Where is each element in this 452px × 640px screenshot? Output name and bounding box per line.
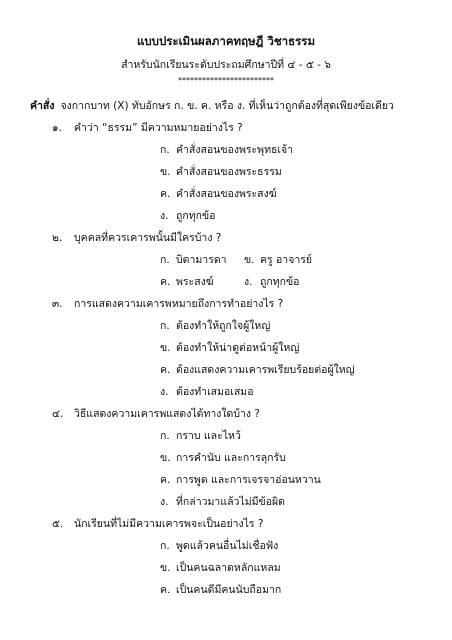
option-label: ข. bbox=[160, 562, 171, 574]
question-3-option-c bbox=[160, 361, 355, 378]
option-text: การพูด และการเจรจาอ่อนหวาน bbox=[176, 474, 321, 486]
question-2-option-d bbox=[244, 273, 299, 290]
question-1 bbox=[52, 119, 243, 136]
question-3-option-b bbox=[160, 339, 299, 356]
option-text: บิดามารดา bbox=[176, 254, 227, 266]
instruction-lead: คำสั่ง bbox=[30, 100, 55, 112]
option-label: ค. bbox=[160, 584, 171, 596]
option-label: ก. bbox=[160, 320, 170, 332]
question-1-option-c bbox=[160, 185, 277, 202]
option-text: เป็นคนฉลาดหลักแหลม bbox=[176, 562, 281, 574]
document-title: แบบประเมินผลภาคทฤษฎี วิชาธรรม bbox=[136, 34, 316, 48]
option-text: คำสั่งสอนของพระพุทธเจ้า bbox=[176, 144, 294, 156]
question-2 bbox=[52, 229, 221, 246]
option-text: ถูกทุกข้อ bbox=[176, 210, 216, 222]
option-label: ก. bbox=[160, 144, 170, 156]
option-label: ก. bbox=[160, 540, 170, 552]
option-text: ครู อาจารย์ bbox=[260, 254, 313, 266]
option-label: ง. bbox=[160, 386, 169, 398]
option-label: ค. bbox=[160, 364, 171, 376]
question-4 bbox=[52, 405, 260, 422]
question-number: ๔. bbox=[52, 408, 64, 420]
option-label: ค. bbox=[160, 188, 171, 200]
option-label: ค. bbox=[160, 474, 171, 486]
question-number: ๓. bbox=[52, 298, 63, 310]
question-4-option-b bbox=[160, 449, 286, 466]
option-label: ง. bbox=[160, 496, 169, 508]
option-text: ต้องทำให้น่าดูต่อหน้าผู้ใหญ่ bbox=[176, 342, 300, 354]
option-text: พระสงฆ์ bbox=[176, 276, 214, 288]
option-text: พูดแล้วคนอื่นไม่เชื่อฟัง bbox=[176, 540, 279, 552]
option-label: ข. bbox=[244, 254, 255, 266]
option-text: ที่กล่าวมาแล้วไม่มีข้อผิด bbox=[176, 496, 285, 508]
question-4-option-a bbox=[160, 427, 241, 444]
star-divider: ************************ bbox=[178, 76, 274, 85]
instruction-text: จงกากบาท (X) ทับอักษร ก. ข. ค. หรือ ง. ที่เห็นว่าถูกต้องที่สุดเพียงข้อเดียว bbox=[60, 100, 394, 112]
question-5-option-a bbox=[160, 537, 278, 554]
option-text: กราบ และไหว้ bbox=[176, 430, 241, 442]
question-3-option-d bbox=[160, 383, 254, 400]
option-label: ก. bbox=[160, 430, 170, 442]
option-text: ต้องทำเสมอเสมอ bbox=[176, 386, 254, 398]
question-number: ๑. bbox=[52, 122, 63, 134]
question-4-option-d bbox=[160, 493, 285, 510]
option-label: ง. bbox=[160, 210, 169, 222]
option-label: ข. bbox=[160, 166, 171, 178]
question-1-option-d bbox=[160, 207, 215, 224]
question-3 bbox=[52, 295, 283, 312]
question-text: คำว่า “ธรรม” มีความหมายอย่างไร ? bbox=[74, 122, 243, 134]
option-label: ก. bbox=[160, 254, 170, 266]
question-text: นักเรียนที่ไม่มีความเคารพจะเป็นอย่างไร ? bbox=[74, 518, 264, 530]
option-text: คำสั่งสอนของพระสงฆ์ bbox=[176, 188, 277, 200]
option-label: ข. bbox=[160, 342, 171, 354]
option-text: ถูกทุกข้อ bbox=[260, 276, 300, 288]
instruction-line bbox=[30, 97, 450, 114]
question-1-option-a bbox=[160, 141, 293, 158]
option-label: ข. bbox=[160, 452, 171, 464]
question-text: การแสดงความเคารพหมายถึงการทำอย่างไร ? bbox=[74, 298, 284, 310]
question-5-option-b bbox=[160, 559, 281, 576]
question-number: ๒. bbox=[52, 232, 63, 244]
question-2-option-c bbox=[160, 273, 214, 290]
question-1-option-b bbox=[160, 163, 282, 180]
option-text: คำสั่งสอนของพระธรรม bbox=[176, 166, 282, 178]
question-2-option-a bbox=[160, 251, 227, 268]
option-label: ค. bbox=[160, 276, 171, 288]
option-text: ต้องทำให้ถูกใจผู้ใหญ่ bbox=[176, 320, 271, 332]
question-text: วิธีแสดงความเคารพแสดงได้ทางใดบ้าง ? bbox=[74, 408, 260, 420]
option-label: ง. bbox=[244, 276, 253, 288]
question-5-option-c bbox=[160, 581, 281, 598]
question-5 bbox=[52, 515, 263, 532]
question-number: ๕. bbox=[52, 518, 64, 530]
document-subtitle: สำหรับนักเรียนระดับประถมศึกษาปีที่ ๔ - ๕ - ๖ bbox=[121, 59, 331, 71]
question-text: บุคคลที่ควรเคารพนั้นมีใครบ้าง ? bbox=[74, 232, 222, 244]
question-3-option-a bbox=[160, 317, 270, 334]
option-text: เป็นคนดีมีคนนับถือมาก bbox=[176, 584, 282, 596]
question-4-option-c bbox=[160, 471, 321, 488]
question-2-option-b bbox=[244, 251, 312, 268]
option-text: การคำนับ และการลุกรับ bbox=[176, 452, 286, 464]
option-text: ต้องแสดงความเคารพเรียบร้อยต่อผู้ใหญ่ bbox=[176, 364, 355, 376]
